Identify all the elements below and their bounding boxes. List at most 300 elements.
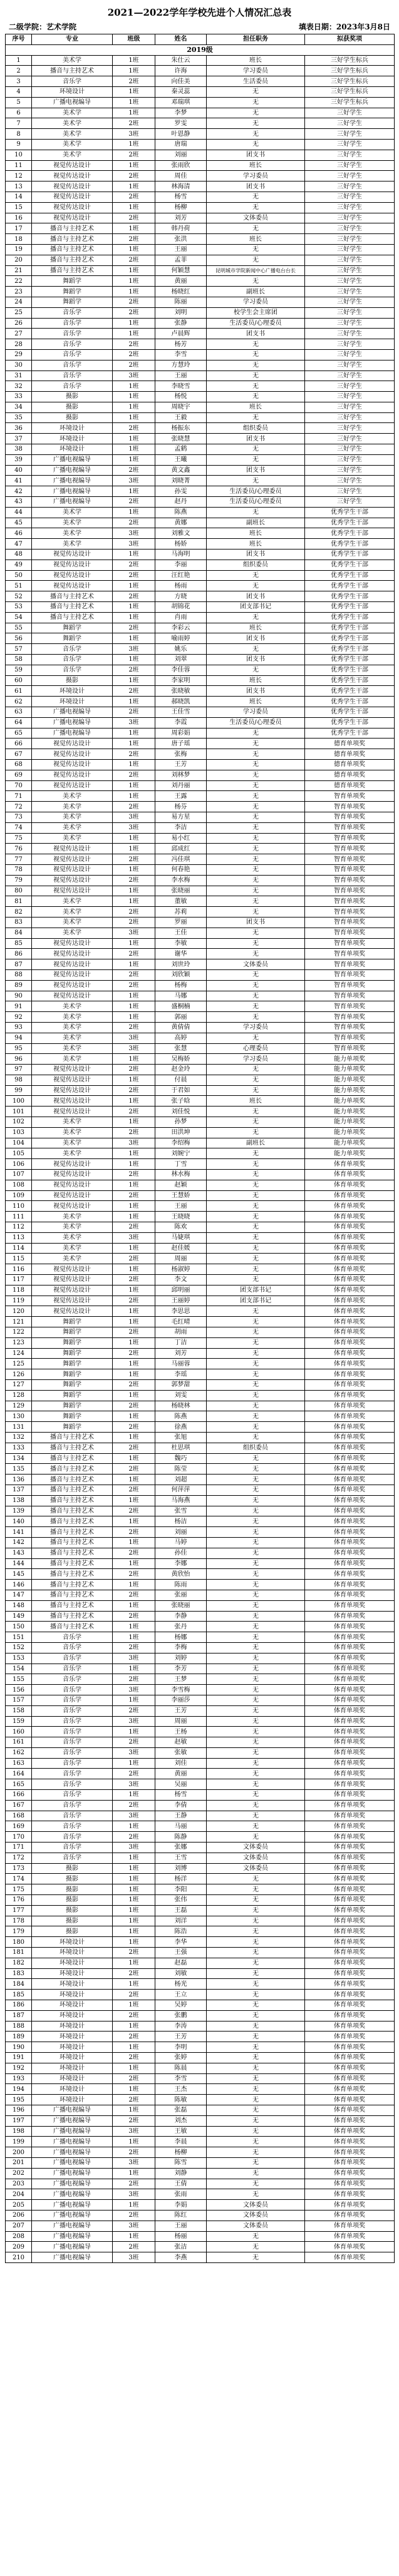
cell-award: 体育单项奖: [305, 1317, 395, 1327]
table-row: [6, 86, 395, 97]
cell-class: 1班: [113, 1475, 155, 1485]
cell-major: 摄影: [32, 412, 113, 423]
cell-class: 2班: [113, 1990, 155, 2000]
cell-name: 刘雯: [155, 1390, 207, 1401]
cell-award: 体育单项奖: [305, 2231, 395, 2242]
cell-name: 张婷: [155, 2053, 207, 2063]
cell-award: 优秀学生干部: [305, 612, 395, 623]
cell-major: 视觉传达设计: [32, 1306, 113, 1317]
cell-major: 播音与主持艺术: [32, 1537, 113, 1548]
cell-name: 邱明丽: [155, 1285, 207, 1296]
cell-position: 无: [207, 1926, 305, 1937]
cell-position: 无: [207, 2252, 305, 2263]
cell-class: 2班: [113, 1968, 155, 1979]
cell-class: 1班: [113, 612, 155, 623]
cell-position: 无: [207, 1821, 305, 1832]
cell-major: 播音与主持艺术: [32, 1495, 113, 1506]
cell-major: 广播电视编导: [32, 2115, 113, 2126]
cell-position: 无: [207, 86, 305, 97]
cell-position: 文体委员: [207, 213, 305, 223]
cell-index: 20: [6, 255, 32, 265]
cell-award: 优秀学生干部: [305, 665, 395, 675]
cell-award: 体育单项奖: [305, 2137, 395, 2147]
cell-position: 文体委员: [207, 1863, 305, 1874]
cell-award: 三好学生: [305, 454, 395, 465]
cell-position: 无: [207, 108, 305, 118]
cell-position: 生活委员/心理委员: [207, 497, 305, 508]
cell-major: 摄影: [32, 392, 113, 402]
cell-index: 155: [6, 1674, 32, 1685]
cell-award: 三好学生: [305, 181, 395, 192]
table-row: [6, 1380, 395, 1391]
cell-position: 无: [207, 928, 305, 938]
cell-index: 98: [6, 1075, 32, 1085]
cell-position: 校学生会主席团: [207, 307, 305, 318]
cell-major: 环境设计: [32, 2053, 113, 2063]
cell-index: 51: [6, 581, 32, 591]
table-row: [6, 1159, 395, 1170]
cell-index: 201: [6, 2157, 32, 2168]
cell-position: 无: [207, 854, 305, 865]
cell-index: 105: [6, 1148, 32, 1159]
table-row: [6, 655, 395, 665]
cell-award: 三好学生: [305, 118, 395, 129]
cell-class: 1班: [113, 1632, 155, 1643]
table-row: [6, 2000, 395, 2011]
cell-position: 无: [207, 844, 305, 854]
cell-name: 张丽: [155, 1590, 207, 1600]
cell-award: 体育单项奖: [305, 2115, 395, 2126]
table-row: [6, 1096, 395, 1107]
cell-award: 德育单项奖: [305, 749, 395, 760]
cell-name: 张晓丽: [155, 1600, 207, 1611]
cell-index: 110: [6, 1201, 32, 1212]
cell-award: 三好学生标兵: [305, 55, 395, 66]
cell-award: 三好学生: [305, 402, 395, 412]
table-row: [6, 1642, 395, 1653]
cell-class: 2班: [113, 665, 155, 675]
table-row: [6, 454, 395, 465]
table-row: [6, 1117, 395, 1128]
cell-class: 2班: [113, 707, 155, 718]
cell-index: 71: [6, 791, 32, 802]
cell-award: 三好学生: [305, 287, 395, 297]
cell-name: 马海明: [155, 549, 207, 560]
cell-major: 摄影: [32, 1905, 113, 1916]
table-row: [6, 1127, 395, 1138]
cell-class: 1班: [113, 1895, 155, 1906]
cell-index: 136: [6, 1475, 32, 1485]
cell-position: 无: [207, 476, 305, 486]
table-row: [6, 1580, 395, 1590]
cell-position: 无: [207, 749, 305, 760]
cell-award: 体育单项奖: [305, 1727, 395, 1737]
cell-class: 2班: [113, 1705, 155, 1716]
cell-class: 2班: [113, 1254, 155, 1264]
cell-index: 57: [6, 644, 32, 655]
cell-name: 王丽: [155, 1201, 207, 1212]
cell-position: 无: [207, 980, 305, 991]
cell-class: 2班: [113, 591, 155, 602]
cell-major: 环境设计: [32, 1968, 113, 1979]
cell-major: 广播电视编导: [32, 2221, 113, 2231]
cell-award: 三好学生: [305, 171, 395, 181]
cell-position: 无: [207, 1432, 305, 1443]
cell-index: 58: [6, 655, 32, 665]
cell-major: 美术学: [32, 1012, 113, 1023]
table-row: [6, 1747, 395, 1758]
table-row: [6, 560, 395, 570]
cell-index: 118: [6, 1285, 32, 1296]
cell-name: 周佳: [155, 171, 207, 181]
cell-award: 体育单项奖: [305, 1432, 395, 1443]
cell-position: 无: [207, 2231, 305, 2242]
cell-index: 168: [6, 1811, 32, 1821]
cell-position: 无: [207, 1390, 305, 1401]
cell-name: 罗丽: [155, 917, 207, 928]
cell-major: 美术学: [32, 1222, 113, 1233]
cell-index: 154: [6, 1664, 32, 1674]
cell-major: 视觉传达设计: [32, 739, 113, 749]
cell-major: 美术学: [32, 907, 113, 917]
cell-major: 环境设计: [32, 423, 113, 434]
cell-position: 班长: [207, 697, 305, 707]
cell-award: 体育单项奖: [305, 1737, 395, 1748]
cell-class: 1班: [113, 728, 155, 739]
cell-class: 1班: [113, 287, 155, 297]
cell-position: 无: [207, 1948, 305, 1958]
cell-position: 无: [207, 1653, 305, 1664]
cell-class: 2班: [113, 1022, 155, 1033]
cell-name: 丁洁: [155, 1337, 207, 1348]
table-row: [6, 1705, 395, 1716]
cell-index: 111: [6, 1212, 32, 1222]
cell-index: 172: [6, 1853, 32, 1863]
cell-major: 美术学: [32, 108, 113, 118]
cell-major: 视觉传达设计: [32, 1075, 113, 1085]
cell-class: 3班: [113, 717, 155, 728]
cell-name: 马婕琪: [155, 1232, 207, 1243]
table-row: [6, 2210, 395, 2221]
cell-name: 王杨: [155, 1727, 207, 1737]
cell-major: 舞蹈学: [32, 1348, 113, 1359]
table-row: [6, 1337, 395, 1348]
cell-index: 28: [6, 339, 32, 350]
cell-major: 播音与主持艺术: [32, 591, 113, 602]
cell-position: 无: [207, 2010, 305, 2021]
cell-award: 体育单项奖: [305, 1779, 395, 1790]
cell-award: 三好学生: [305, 423, 395, 434]
cell-index: 25: [6, 307, 32, 318]
cell-name: 张旭: [155, 1432, 207, 1443]
cell-major: 美术学: [32, 1254, 113, 1264]
cell-name: 黄倩倩: [155, 1022, 207, 1033]
cell-award: 体育单项奖: [305, 1537, 395, 1548]
cell-name: 冯佳琪: [155, 854, 207, 865]
cell-award: 体育单项奖: [305, 1243, 395, 1254]
cell-index: 12: [6, 171, 32, 181]
cell-name: 易小红: [155, 833, 207, 844]
table-row: [6, 665, 395, 675]
cell-name: 刘丽: [155, 1527, 207, 1538]
cell-name: 叶恩静: [155, 129, 207, 140]
cell-major: 美术学: [32, 1022, 113, 1033]
cell-award: 体育单项奖: [305, 2105, 395, 2115]
cell-class: 1班: [113, 938, 155, 949]
cell-name: 王敏: [155, 2126, 207, 2137]
cell-major: 舞蹈学: [32, 1369, 113, 1380]
cell-award: 体育单项奖: [305, 1506, 395, 1516]
cell-class: 3班: [113, 129, 155, 140]
table-row: [6, 402, 395, 412]
table-row: [6, 1664, 395, 1674]
cell-class: 2班: [113, 2095, 155, 2105]
cell-major: 美术学: [32, 1232, 113, 1243]
cell-award: 体育单项奖: [305, 1843, 395, 1853]
cell-award: 体育单项奖: [305, 2000, 395, 2011]
cell-class: 1班: [113, 276, 155, 287]
cell-index: 177: [6, 1905, 32, 1916]
table-row: [6, 2010, 395, 2021]
cell-name: 刘世玲: [155, 959, 207, 970]
cell-award: 优秀学生干部: [305, 717, 395, 728]
cell-major: 美术学: [32, 1127, 113, 1138]
cell-index: 135: [6, 1464, 32, 1475]
cell-index: 36: [6, 423, 32, 434]
table-row: [6, 360, 395, 371]
cell-award: 体育单项奖: [305, 2095, 395, 2105]
cell-name: 李绍梅: [155, 1138, 207, 1148]
cell-name: 肖雨: [155, 612, 207, 623]
cell-index: 67: [6, 749, 32, 760]
cell-award: 体育单项奖: [305, 1201, 395, 1212]
cell-position: 无: [207, 1779, 305, 1790]
cell-index: 125: [6, 1359, 32, 1369]
cell-position: 无: [207, 2137, 305, 2147]
cell-major: 音乐学: [32, 1779, 113, 1790]
table-row: [6, 1212, 395, 1222]
cell-class: 2班: [113, 1948, 155, 1958]
cell-name: 刘林梦: [155, 770, 207, 780]
cell-index: 59: [6, 665, 32, 675]
cell-major: 视觉传达设计: [32, 570, 113, 581]
cell-position: 无: [207, 1243, 305, 1254]
cell-class: 1班: [113, 160, 155, 171]
cell-position: 无: [207, 1475, 305, 1485]
cell-class: 2班: [113, 1275, 155, 1285]
cell-name: 马丽蓉: [155, 1359, 207, 1369]
cell-class: 2班: [113, 854, 155, 865]
cell-index: 144: [6, 1558, 32, 1569]
cell-class: 2班: [113, 2242, 155, 2252]
cell-class: 1班: [113, 581, 155, 591]
table-row: [6, 1232, 395, 1243]
cell-class: 2班: [113, 623, 155, 633]
cell-name: 杨芬: [155, 802, 207, 812]
cell-position: 文体委员: [207, 1843, 305, 1853]
cell-award: 体育单项奖: [305, 2221, 395, 2231]
cell-position: 学习委员: [207, 297, 305, 307]
cell-name: 王芳: [155, 2032, 207, 2042]
cell-major: 音乐学: [32, 655, 113, 665]
cell-name: 李雪: [155, 2073, 207, 2084]
cell-name: 王丽: [155, 244, 207, 255]
cell-class: 1班: [113, 1411, 155, 1422]
table-row: [6, 329, 395, 339]
cell-major: 舞蹈学: [32, 1380, 113, 1391]
cell-class: 1班: [113, 780, 155, 791]
cell-name: 杨柳: [155, 202, 207, 213]
cell-class: 1班: [113, 1979, 155, 1990]
cell-position: 无: [207, 822, 305, 833]
cell-index: 146: [6, 1580, 32, 1590]
cell-index: 194: [6, 2084, 32, 2095]
cell-class: 2班: [113, 686, 155, 697]
cell-major: 环境设计: [32, 1937, 113, 1948]
cell-award: 体育单项奖: [305, 1422, 395, 1433]
cell-class: 1班: [113, 1916, 155, 1926]
cell-award: 体育单项奖: [305, 1495, 395, 1506]
cell-index: 207: [6, 2221, 32, 2231]
cell-major: 音乐学: [32, 1716, 113, 1727]
table-row: [6, 1622, 395, 1632]
cell-name: 黄欣怡: [155, 1569, 207, 1580]
cell-position: 组织委员: [207, 560, 305, 570]
cell-award: 体育单项奖: [305, 1337, 395, 1348]
cell-name: 李涛: [155, 2021, 207, 2032]
cell-position: 团支书: [207, 465, 305, 476]
cell-index: 209: [6, 2242, 32, 2252]
cell-class: 2班: [113, 980, 155, 991]
cell-position: 班长: [207, 234, 305, 245]
cell-award: 智育单项奖: [305, 812, 395, 822]
cell-award: 优秀学生干部: [305, 697, 395, 707]
table-row: [6, 76, 395, 87]
cell-class: 2班: [113, 423, 155, 434]
cell-name: 李水梅: [155, 875, 207, 886]
cell-major: 环境设计: [32, 2095, 113, 2105]
cell-name: 王晓晓: [155, 1212, 207, 1222]
cell-award: 三好学生: [305, 381, 395, 392]
cell-position: 无: [207, 1337, 305, 1348]
cell-index: 163: [6, 1758, 32, 1769]
cell-index: 85: [6, 938, 32, 949]
cell-name: 杨丽: [155, 2231, 207, 2242]
cell-position: 无: [207, 2115, 305, 2126]
cell-class: 1班: [113, 1958, 155, 1968]
cell-index: 60: [6, 675, 32, 686]
cell-position: 组织委员: [207, 1443, 305, 1453]
cell-major: 音乐学: [32, 371, 113, 381]
cell-index: 54: [6, 612, 32, 623]
cell-name: 吴丽: [155, 1779, 207, 1790]
cell-index: 131: [6, 1422, 32, 1433]
cell-major: 播音与主持艺术: [32, 1453, 113, 1464]
cell-award: 体育单项奖: [305, 1232, 395, 1243]
cell-index: 150: [6, 1622, 32, 1632]
cell-position: 无: [207, 2000, 305, 2011]
cell-index: 82: [6, 907, 32, 917]
table-row: [6, 959, 395, 970]
table-row: [6, 2073, 395, 2084]
cell-class: 1班: [113, 412, 155, 423]
table-row: [6, 2021, 395, 2032]
cell-index: 7: [6, 118, 32, 129]
table-row: [6, 181, 395, 192]
cell-class: 1班: [113, 139, 155, 150]
table-row: [6, 969, 395, 980]
cell-major: 播音与主持艺术: [32, 1548, 113, 1558]
cell-name: 郝晓凯: [155, 697, 207, 707]
table-row: [6, 1611, 395, 1622]
cell-name: 朱仕云: [155, 55, 207, 66]
cell-name: 王强: [155, 1948, 207, 1958]
cell-award: 能力单项奖: [305, 1054, 395, 1065]
cell-class: 1班: [113, 507, 155, 518]
table-row: [6, 1632, 395, 1643]
cell-award: 智育单项奖: [305, 854, 395, 865]
table-row: [6, 1516, 395, 1527]
cell-award: 体育单项奖: [305, 1159, 395, 1170]
table-row: [6, 1926, 395, 1937]
table-row: [6, 1327, 395, 1338]
cell-position: 无: [207, 1506, 305, 1516]
cell-position: 团支书: [207, 686, 305, 697]
cell-award: 体育单项奖: [305, 1790, 395, 1801]
cell-class: 3班: [113, 1685, 155, 1695]
table-row: [6, 1138, 395, 1148]
cell-index: 44: [6, 507, 32, 518]
cell-major: 视觉传达设计: [32, 959, 113, 970]
cell-name: 向佳美: [155, 76, 207, 87]
cell-index: 108: [6, 1180, 32, 1190]
table-row: [6, 1843, 395, 1853]
cell-major: 美术学: [32, 822, 113, 833]
cell-award: 体育单项奖: [305, 1327, 395, 1338]
cell-position: 无: [207, 1159, 305, 1170]
table-row: [6, 1170, 395, 1180]
cell-award: 优秀学生干部: [305, 633, 395, 644]
cell-index: 114: [6, 1243, 32, 1254]
cell-class: 1班: [113, 1306, 155, 1317]
cell-name: 张雪: [155, 1506, 207, 1516]
cell-name: 李雪: [155, 349, 207, 360]
table-row: [6, 949, 395, 959]
cell-major: 舞蹈学: [32, 1422, 113, 1433]
cell-class: 2班: [113, 213, 155, 223]
cell-class: 2班: [113, 1422, 155, 1433]
table-row: [6, 1821, 395, 1832]
cell-class: 1班: [113, 329, 155, 339]
cell-position: 无: [207, 1737, 305, 1748]
cell-index: 182: [6, 1958, 32, 1968]
cell-major: 视觉传达设计: [32, 854, 113, 865]
cell-major: 视觉传达设计: [32, 1065, 113, 1075]
cell-class: 1班: [113, 244, 155, 255]
cell-index: 200: [6, 2147, 32, 2158]
cell-name: 刘芳: [155, 213, 207, 223]
cell-major: 播音与主持艺术: [32, 1527, 113, 1538]
cell-index: 183: [6, 1968, 32, 1979]
cell-position: 无: [207, 1758, 305, 1769]
cell-class: 2班: [113, 1380, 155, 1391]
cell-position: 无: [207, 2021, 305, 2032]
cell-major: 播音与主持艺术: [32, 244, 113, 255]
cell-name: 陈静: [155, 1832, 207, 1843]
cell-index: 196: [6, 2105, 32, 2115]
cell-award: 三好学生: [305, 160, 395, 171]
cell-position: 无: [207, 255, 305, 265]
